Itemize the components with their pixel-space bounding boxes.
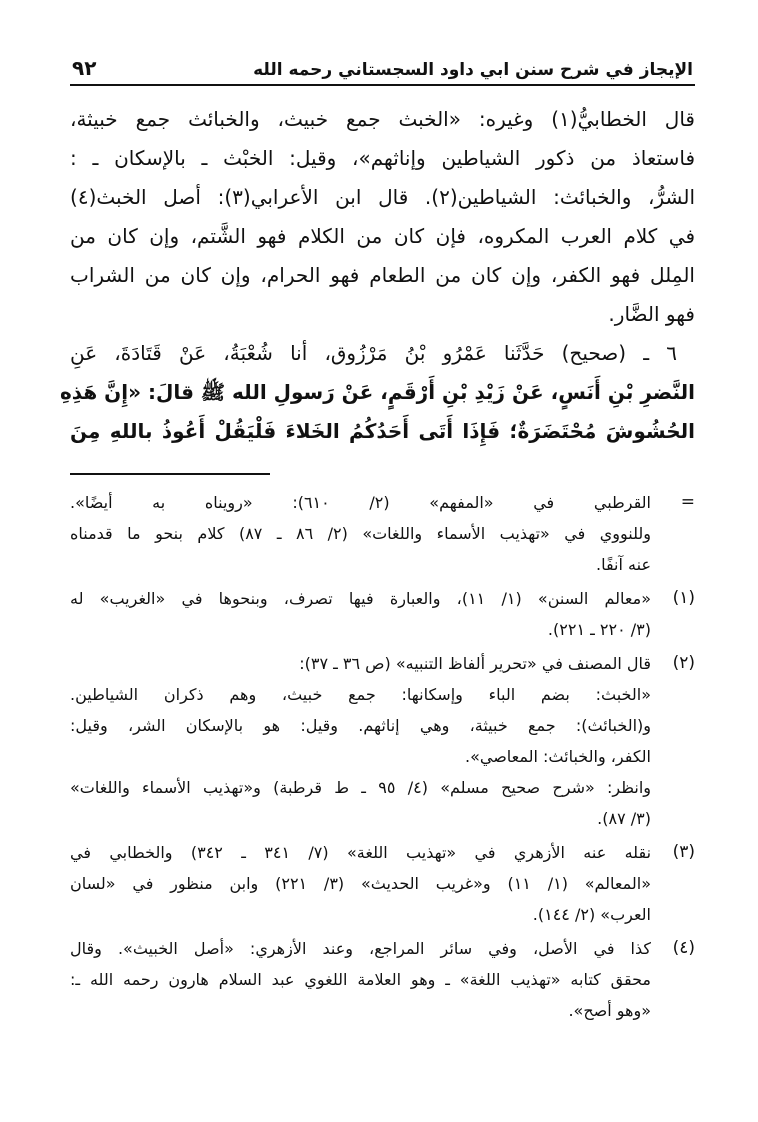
main-text-line: فاستعاذ من ذكور الشياطين وإناثهم»، وقيل: الخبْث ـ بالإسكان ـ : bbox=[70, 146, 695, 170]
footnote bbox=[70, 487, 695, 580]
main-text-line: فهو الضَّار. bbox=[608, 302, 695, 326]
footnote-marker: (٤) bbox=[672, 938, 695, 958]
page-number: ٩٢ bbox=[72, 56, 97, 80]
main-text-line: في كلام العرب المكروه، فإن كان من الكلام فهو الشَّتم، وإن كان من bbox=[70, 224, 695, 248]
page-header bbox=[70, 52, 695, 86]
footnote-line: «الخبث: بضم الباء وإسكانها: جمع خبيث، وهم ذكران الشياطين. bbox=[70, 685, 651, 704]
footnote bbox=[70, 583, 695, 645]
hadith-line: النَّضرِ بْنِ أَنَسٍ، عَنْ زَيْدِ بْنِ أَرْقَمٍ، عَنْ رَسولِ الله ﷺ قالَ: «إِنَّ هَذِهِ bbox=[59, 380, 695, 404]
footnote-body bbox=[70, 648, 651, 834]
footnote-line: قال المصنف في «تحرير ألفاظ التنبيه» (ص ٣٦ ـ ٣٧): bbox=[299, 654, 651, 673]
footnote-line: الكفر، والخبائث: المعاصي». bbox=[464, 747, 651, 766]
footnote bbox=[70, 648, 695, 834]
footnote-body bbox=[70, 583, 651, 645]
footnote-marker: (٢) bbox=[672, 653, 695, 673]
footnote-marker: (١) bbox=[672, 588, 695, 608]
footnote-body bbox=[70, 837, 651, 930]
footnote-line: محقق كتابه «تهذيب اللغة» ـ وهو العلامة اللغوي عبد السلام هارون رحمه الله ـ: bbox=[70, 970, 651, 989]
footnote-line: نقله عنه الأزهري في «تهذيب اللغة» (٧/ ٣٤١ ـ ٣٤٢) والخطابي في bbox=[70, 843, 652, 862]
book-page bbox=[59, 52, 696, 1102]
footnote-line: «المعالم» (١/ ١١) و«غريب الحديث» (٣/ ٢٢١) وابن منظور في «لسان bbox=[70, 874, 652, 893]
footnote-line: و(الخبائث): جمع خبيثة، وهي إناثهم. وقيل: هو بالإسكان الشر، وقيل: bbox=[70, 716, 651, 735]
footnote-line: عنه آنفًا. bbox=[596, 555, 651, 574]
hadith-line: ٦ ـ (صحيح) حَدَّثَنا عَمْرُو بْنُ مَرْزُوق، أنا شُعْبَةُ، عَنْ قَتَادَةَ، عَنِ bbox=[70, 341, 677, 365]
footnote-line: «معالم السنن» (١/ ١١)، والعبارة فيها تصرف، وبنحوها في «الغريب» له bbox=[70, 589, 652, 608]
footnote-line: وللنووي في «تهذيب الأسماء واللغات» (٢/ ٨٦ ـ ٨٧) كلام بنحو ما قدمناه bbox=[70, 524, 651, 543]
hadith-line: الحُشُوشَ مُحْتَضَرَةٌ؛ فَإِذَا أَتَى أَحَدُكُمُ الخَلاءَ فَلْيَقُلْ أَعُوذُ باللهِ مِنَ bbox=[70, 419, 695, 443]
main-text-line: الشرُّ، والخبائث: الشياطين(٢). قال ابن الأعرابي(٣): أصل الخبث(٤) bbox=[70, 185, 696, 209]
footnote-line: (٣/ ٢٢٠ ـ ٢٢١). bbox=[547, 620, 651, 639]
footnote-marker: = bbox=[680, 492, 695, 512]
footnote bbox=[70, 837, 695, 930]
footnote-line: كذا في الأصل، وفي سائر المراجع، وعند الأزهري: «أصل الخبيث». وقال bbox=[70, 939, 651, 958]
footnote-line: العرب» (٢/ ١٤٤). bbox=[532, 905, 651, 924]
footnote-line: القرطبي في «المفهم» (٢/ ٦١٠): «رويناه به أيضًا». bbox=[70, 493, 652, 512]
footnote-body bbox=[70, 933, 651, 1026]
footnote bbox=[70, 933, 695, 1026]
main-text-line: المِلل فهو الكفر، وإن كان من الطعام فهو الحرام، وإن كان من الشراب bbox=[70, 263, 695, 287]
footnote-marker: (٣) bbox=[672, 842, 695, 862]
footnotes bbox=[70, 487, 695, 1026]
footnote-line: وانظر: «شرح صحيح مسلم» (٤/ ٩٥ ـ ط قرطبة) و«تهذيب الأسماء واللغات» bbox=[70, 778, 651, 797]
footnote-line: (٣/ ٨٧). bbox=[597, 809, 651, 828]
main-text-line: قال الخطابيُّ(١) وغيره: «الخبث جمع خبيث، والخبائث جمع خبيثة، bbox=[70, 107, 695, 131]
footnote-divider bbox=[70, 473, 270, 475]
running-title: الإيجاز في شرح سنن ابي داود السجستاني رحمه الله bbox=[253, 60, 693, 80]
footnote-body bbox=[70, 487, 651, 580]
main-text bbox=[59, 100, 696, 451]
footnote-line: «وهو أصح». bbox=[568, 1001, 651, 1020]
